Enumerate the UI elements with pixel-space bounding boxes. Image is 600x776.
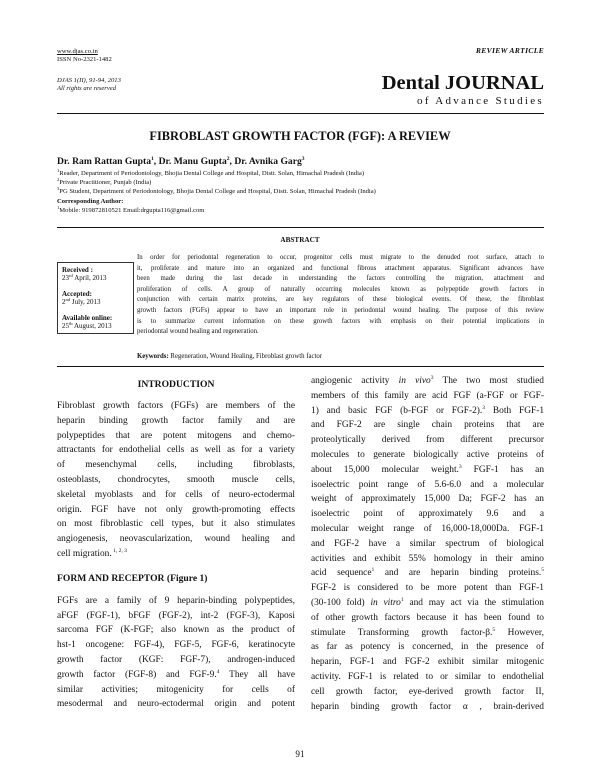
body-line: of mesenchymal cells, including fibroblasts,: [57, 460, 295, 471]
body-line: stimulate Transforming growth factor-β.$^5$ However,: [311, 626, 544, 638]
body-line: angiogenesis, neovascularization, wound healing and: [57, 534, 295, 545]
body-line: mesodermal and neuro-ectodermal origin and potent: [57, 699, 295, 710]
body-line: osteoblasts, chondrocytes, smooth muscle cells,: [57, 474, 295, 485]
abstract-heading: ABSTRACT: [280, 236, 320, 244]
author-mark: 2: [226, 156, 230, 162]
header-rule: [57, 113, 544, 114]
page-number: 91: [295, 749, 305, 759]
body-line: growth factor (KGF: FGF-7), androgen-induced: [57, 654, 295, 665]
journal-name: Dental JOURNAL: [381, 72, 544, 94]
article-type: REVIEW ARTICLE: [475, 46, 544, 55]
body-line: origin. FGF have not only growth-promoting effects: [57, 504, 295, 515]
body-line: heparin binding growth factor α , brain-derived: [311, 701, 544, 712]
article-title: FIBROBLAST GROWTH FACTOR (FGF): A REVIEW: [149, 129, 451, 143]
accepted-date: 2nd July, 2013: [62, 297, 101, 307]
abstract-line: In order for periodontal regeneration to occur, progenitor cells must migrate to the denuded root surface, attach to: [137, 254, 544, 261]
body-line: attractants for endothelial cells as well as for a variety: [57, 445, 295, 456]
body-line: Fibroblast growth factors (FGFs) are members of the: [57, 401, 295, 411]
body-line: acid sequence$^1$ and are heparin binding proteins.$^5$: [311, 567, 544, 579]
body-line: isoelectric point of approximately 9.6 and a: [311, 509, 544, 520]
affiliation: $^3$PG Student, Department of Periodontology, Bhojia Dental College and Hospital, Distt. Solan, Himachal Pradesh (India): [57, 186, 376, 196]
abstract-line: is to summarize current information on these growth factors with emphasis on their potential implications in: [137, 317, 544, 325]
keywords: [137, 353, 322, 360]
body-line: as far as potency is concerned, in the presence of: [311, 642, 544, 653]
abstract-line: been made during the last decade in understanding the factors controlling the migration, attachment and: [137, 275, 544, 283]
rights: All rights are reserved: [57, 85, 117, 93]
body-line: aFGF (FGF-1), bFGF (FGF-2), int-2 (FGF-3), Kaposi: [57, 610, 295, 621]
body-line: members of this family are acid FGF (a-FGF or FGF-: [311, 390, 544, 401]
abstract-line: proliferation of cells. A group of naturally occurring molecules known as polypeptide growth factors in: [137, 285, 544, 293]
affiliation: $^1$Reader, Department of Periodontology, Bhojia Dental College and Hospital, Distt. Solan, Himachal Pradesh (India): [57, 168, 365, 177]
form-receptor-heading: FORM AND RECEPTOR (Figure 1): [57, 572, 208, 584]
body-line: and FGF-2 are single chain proteins that are: [311, 420, 544, 431]
body-line: growth factor (FGF-8) and FGF-9.$^4$ They all have: [57, 668, 295, 680]
journal-subtitle: of Advance Studies: [417, 95, 544, 107]
online-label: Available online:: [62, 313, 113, 322]
accepted-label: Accepted:: [62, 289, 92, 298]
body-line: of other growth factors because it has been found to: [311, 612, 544, 623]
keywords-label: Keywords:: [137, 353, 169, 360]
body-line: activities and exhibit 55% homology in their amino: [311, 553, 544, 564]
corresponding-contact: $^1$Mobile: 919872810521 Email:drgupta116@gmail.com: [57, 204, 205, 214]
body-line: sarcoma FGF (K-FGF; also known as the product of: [57, 625, 295, 636]
body-line: cell migration. $^{1, 2, 3}$: [57, 547, 128, 559]
body-line: skeletal myoblasts and for cells of neuro-ectodermal: [57, 489, 295, 500]
author-name: Dr. Manu Gupta: [158, 156, 227, 168]
body-line: heparin, FGF-1 and FGF-2 exhibit similar mitogenic: [311, 657, 544, 668]
affiliation-rule: [57, 227, 544, 228]
abstract-text: [137, 253, 544, 338]
body-line: polypeptides that are potent mitogens and chemo-: [57, 430, 295, 441]
website-link[interactable]: www.djas.co.in: [57, 48, 98, 55]
left-column: [57, 379, 295, 712]
author-name: Dr. Ram Rattan Gupta: [57, 156, 151, 168]
abstract-rule: [57, 366, 544, 367]
affiliation: $^2$Private Practitioner, Punjab (India): [57, 177, 152, 187]
abstract-line: growth factors (FGFs) appear to have an important role in periodontal wound healing. The purpose of this review: [137, 306, 544, 314]
body-line: similar activities; mitogenicity for cells of: [57, 684, 295, 695]
abstract-line: periodontal wound healing and regeneration.: [137, 328, 259, 336]
keywords-list: Regeneration, Wound Healing, Fibroblast growth factor: [168, 353, 323, 360]
body-line: and FGF-2 have a similar spectrum of biological: [311, 538, 544, 549]
body-line: isoelectric point range of 5.6-6.0 and a molecular: [311, 479, 544, 490]
received-label: Received :: [62, 266, 93, 274]
corresponding-label: Corresponding Author:: [57, 197, 124, 205]
author-mark: 1: [151, 156, 154, 162]
body-line: FGFs are a family of 9 heparin-binding polypeptides,: [57, 595, 295, 606]
body-line: molecules to generate biologically active proteins of: [311, 449, 544, 460]
body-line: proteolytically derived from different precursor: [311, 435, 544, 446]
body-line: molecular weight range of 16,000-18,000Da. FGF-1: [311, 523, 544, 534]
affiliations: [57, 169, 376, 215]
issn: ISSN No-2321-1482: [57, 56, 112, 64]
body-line: (30-100 fold) in vitro$^1$ and may act via the stimulation: [311, 596, 544, 608]
abstract-line: it, proliferate and mature into an organized and functional fibrous attachment apparatus. Significant advances have: [137, 264, 544, 272]
body-line: angiogenic activity in vivo$^3$ The two most studied: [311, 375, 544, 386]
body-line: 1) and basic FGF (b-FGF or FGF-2).$^3$ Both FGF-1: [311, 404, 545, 416]
body-line: FGF-2 is considered to be more potent than FGF-1: [311, 583, 544, 594]
body-line: on most fibroblastic cell types, but it also stimulates: [57, 519, 295, 530]
body-line: about 15,000 molecular weight.$^3$ FGF-1 has an: [311, 463, 545, 475]
introduction-heading: INTRODUCTION: [137, 379, 215, 390]
citation: DJAS 1(II), 91-94, 2013: [57, 76, 121, 84]
dates-box: [57, 262, 134, 334]
body-line: activity. FGF-1 is related to or similar to endothelial: [311, 671, 544, 682]
author-mark: 3: [301, 156, 305, 162]
right-column: [311, 374, 544, 714]
body-line: weight of approximately 15,000 Da; FGF-2 has an: [311, 494, 544, 505]
abstract-line: conjunction with certain matrix proteins, are key regulators of these biological events. Of these, the fibroblast: [137, 296, 544, 304]
author-name: Dr. Avnika Garg: [234, 156, 302, 168]
author-list: Dr. Ram Rattan Gupta$^1$, Dr. Manu Gupta$^2$, Dr. Avnika Garg$^3$: [57, 156, 305, 168]
header-meta: [57, 48, 121, 94]
received-date: 23rd April, 2013: [62, 273, 107, 283]
online-date: 25th August, 2013: [62, 321, 112, 331]
body-line: heparin binding growth factor family and are: [57, 415, 295, 426]
body-line: hst-1 oncogene: FGF-4), FGF-5, FGF-6, keratinocyte: [57, 640, 295, 651]
body-line: cell growth factor, eye-derived growth factor II,: [311, 686, 544, 697]
